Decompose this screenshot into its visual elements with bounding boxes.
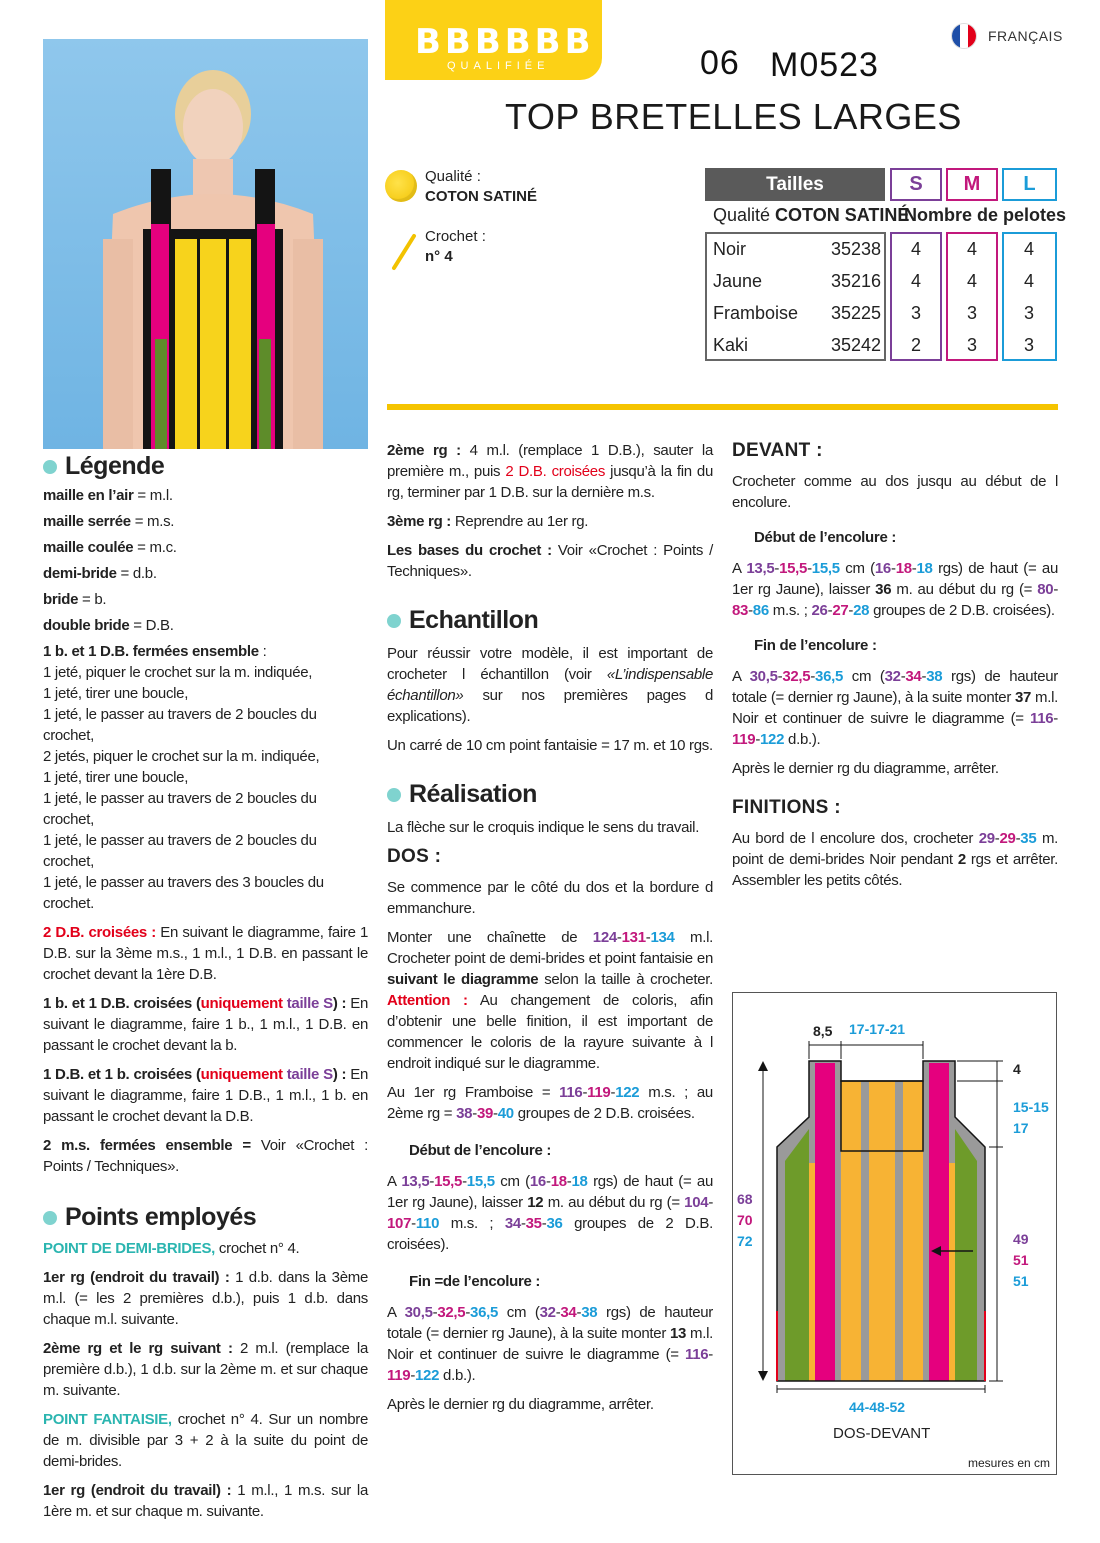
size-s: S — [890, 168, 942, 201]
yarn-row: Kaki 35242 2 3 3 — [713, 335, 1035, 355]
bullet-icon — [387, 614, 401, 628]
dos-p3: Au 1er rg Framboise = 116-119-122 m.s. ; au 2ème rg = 38-39-40 groupes de 2 D.B. croisées. — [387, 1084, 713, 1122]
crochet-block — [425, 227, 486, 267]
dos-neck-start: Début de l’encolure : — [409, 1142, 552, 1159]
bullet-icon — [43, 1211, 57, 1225]
model-code: M0523 — [770, 46, 879, 84]
sizes-header: Tailles — [705, 168, 885, 201]
model-photo — [43, 39, 368, 449]
crochet-hook-icon — [388, 232, 422, 272]
closed-together: 1 b. et 1 D.B. fermées ensemble : 1 jeté, piquer le crochet sur la m. indiquée, 1 jeté, tirer une boucle, 1 jeté, le passer au travers de 2 boucles du crochet, 2 jetés, piquer le crochet sur la m. indiquée, 1 jeté, tirer une boucle, 1 jeté, le passer au travers de 2 boucles du crochet, 1 jeté, le passer au travers de 2 boucles du crochet, 1 jeté, le passer au travers des 3 boucles du crochet. — [43, 643, 324, 912]
balls-label: Nombre de pelotes — [904, 205, 1067, 225]
fantaisie-row-1: 1er rg (endroit du travail) : 1 m.l., 1 m.s. sur la 1ère m. et sur chaque m. suivante. — [43, 1482, 368, 1520]
table-quality-label: Qualité COTON SATINÉ — [713, 205, 910, 225]
devant-neck-text: A 13,5-15,5-15,5 cm (16-18-18 rgs) de haut (= au 1er rg Jaune), laisser 36 m. au début du rg (= 80-83-86 m.s. ; 26-27-28 groupes de 2 D.B. croisées). — [732, 560, 1059, 619]
fantaisie-row-2: 2ème rg : 4 m.l. (remplace 1 D.B.), sauter la première m., puis 2 D.B. croisées jusqu’à la fin du rg, terminer par 1 D.B. sur la dernière m.s. — [387, 442, 713, 501]
right-column — [732, 440, 1058, 899]
demi-row-1: 1er rg (endroit du travail) : 1 d.b. dans la 3ème m.l. (= les 2 premières d.b.), puis 1 d.b. dans chaque m.l. suivante. — [43, 1269, 368, 1328]
demi-row-2: 2ème rg et le rg suivant : 2 m.l. (remplace la première d.b.), 1 d.b. sur la 2ème m. et sur chaque m. suivante. — [43, 1340, 368, 1399]
crochet-label: Crochet : — [425, 228, 486, 245]
realisation-intro: La flèche sur le croquis indique le sens du travail. — [387, 819, 700, 836]
finitions-heading: FINITIONS : — [732, 797, 841, 818]
legend-item: double bride = D.B. — [43, 617, 174, 634]
brand-badge — [385, 0, 602, 80]
legend-item: maille coulée = m.c. — [43, 539, 177, 556]
dos-neck-end-text: A 30,5-32,5-36,5 cm (32-34-38 rgs) de hauteur totale (= dernier rg Jaune), à la suite monter 13 m.l. Noir et continuer de suivre le diagramme (= 116-119-122 d.b.). — [387, 1304, 714, 1384]
dos-p1: Se commence par le côté du dos et la bordure d emmanchure. — [387, 879, 713, 917]
devant-neck-start: Début de l’encolure : — [754, 529, 897, 546]
middle-column — [387, 440, 713, 1423]
dos-neck-end: Fin =de l’encolure : — [409, 1273, 541, 1290]
devant-neck-end-text: A 30,5-32,5-36,5 cm (32-34-38 rgs) de hauteur totale (= dernier rg Jaune), à la suite monter 37 m.l. Noir et continuer de suivre le diagramme (= 116-119-122 d.b.). — [732, 668, 1059, 748]
yarn-ball-icon — [385, 170, 417, 202]
legend-column — [43, 452, 369, 1530]
gauge-text: Un carré de 10 cm point fantaisie = 17 m. et 10 rgs. — [387, 737, 713, 754]
quality-value: COTON SATINÉ — [425, 188, 537, 205]
legend-item: maille serrée = m.s. — [43, 513, 175, 530]
legend-item: maille en l’air = m.l. — [43, 487, 173, 504]
crochet-basics: Les bases du crochet : Voir «Crochet : Points / Techniques». — [387, 542, 713, 580]
dos-p2: Monter une chaînette de 124-131-134 m.l. Crocheter point de demi-brides et point fantaisie en suivant le diagramme selon la taille à crocheter. Attention : Au changement de coloris, afin d’obtenir une belle finition, il est important de commencer le coloris de la rayure suivante à l endroit indiqué sur le diagramme. — [387, 929, 713, 1072]
fantaisie-point: POINT FANTAISIE, crochet n° 4. Sur un nombre de m. divisible par 3 + 2 à la suite du point de demi-brides. — [43, 1411, 368, 1470]
echantillon-text: Pour réussir votre modèle, il est important de crocheter l échantillon (voir «L’indispensable échantillon» sur nos premières pages d explications). — [387, 645, 713, 725]
units-note: mesures en cm — [967, 1456, 1050, 1470]
bottom-width: 44-48-52 — [849, 1399, 906, 1415]
devant-intro: Crocheter comme au dos jusqu au début de l encolure. — [732, 473, 1058, 511]
b-db-crossed: 1 b. et 1 D.B. croisées (uniquement taille S) : En suivant le diagramme, faire 1 b., 1 m.l., 1 D.B. en passant le crochet devant la b. — [43, 995, 369, 1054]
armhole-height: 15-15 17 — [1013, 1099, 1049, 1136]
devant-stop: Après le dernier rg du diagramme, arrêter. — [732, 760, 999, 777]
dos-heading: DOS : — [387, 846, 442, 867]
legend-item: demi-bride = d.b. — [43, 565, 157, 582]
page-title: TOP BRETELLES LARGES — [505, 96, 962, 137]
yarn-row: Framboise 35225 3 3 3 — [713, 303, 1035, 323]
bullet-icon — [387, 788, 401, 802]
schematic-box — [732, 992, 1057, 1475]
bullet-icon — [43, 460, 57, 474]
db-b-crossed: 1 D.B. et 1 b. croisées (uniquement taille S) : En suivant le diagramme, faire 1 D.B., 1 m.l., 1 b. en passant le crochet devant la D.B. — [43, 1066, 369, 1125]
yarn-row: Noir 35238 4 4 4 — [713, 239, 1035, 259]
french-flag-icon — [952, 24, 976, 48]
model-illustration — [43, 39, 368, 449]
shoulder-width: 8,5 — [813, 1023, 833, 1039]
echantillon-heading: Echantillon — [387, 610, 713, 631]
crossed-db: 2 D.B. croisées : En suivant le diagramme, faire 1 D.B. sur la 3ème m.s., 1 m.l., 1 D.B. en passant le crochet devant la 1ère D.B. — [43, 924, 368, 983]
crochet-value: n° 4 — [425, 248, 453, 265]
language-label: FRANÇAIS — [988, 28, 1063, 44]
ms-closed: 2 m.s. fermées ensemble = Voir «Crochet : Points / Techniques». — [43, 1137, 368, 1175]
quality-block — [425, 167, 537, 207]
dos-neck-text: A 13,5-15,5-15,5 cm (16-18-18 rgs) de haut (= au 1er rg Jaune), laisser 12 m. au début du rg (= 104-107-110 m.s. ; 34-35-36 groupes de 2 D.B. croisées). — [387, 1173, 714, 1253]
size-l: L — [1002, 168, 1057, 201]
fantaisie-row-3: 3ème rg : Reprendre au 1er rg. — [387, 513, 589, 530]
dos-stop: Après le dernier rg du diagramme, arrêter. — [387, 1396, 654, 1413]
neck-width: 17-17-21 — [849, 1021, 906, 1037]
language-selector[interactable] — [952, 24, 1063, 48]
brand-sub: QUALIFIÉE — [447, 60, 550, 72]
realisation-heading: Réalisation — [387, 784, 713, 805]
quality-label: Qualité : — [425, 168, 481, 185]
legend-heading: Légende — [43, 456, 368, 477]
yarn-row: Jaune 35216 4 4 4 — [713, 271, 1035, 291]
total-height: 68 70 72 — [737, 1191, 753, 1249]
pattern-number: 06 — [700, 44, 740, 82]
section-divider — [387, 404, 1058, 410]
brand-letters: BBBBBB — [415, 22, 595, 62]
points-heading: Points employés — [43, 1207, 368, 1228]
legend-item: bride = b. — [43, 591, 107, 608]
finitions-text: Au bord de l encolure dos, crocheter 29-29-35 m. point de demi-brides Noir pendant 2 rgs et arrêter. Assembler les petits côtés. — [732, 830, 1059, 889]
diagram-label: DOS-DEVANT — [833, 1425, 931, 1442]
size-m: M — [946, 168, 998, 201]
demi-brides-point: POINT DE DEMI-BRIDES, crochet n° 4. — [43, 1240, 300, 1257]
top-height: 4 — [1013, 1061, 1021, 1077]
side-height: 49 51 51 — [1013, 1231, 1029, 1289]
devant-heading: DEVANT : — [732, 440, 823, 461]
devant-neck-end: Fin de l’encolure : — [754, 637, 877, 654]
